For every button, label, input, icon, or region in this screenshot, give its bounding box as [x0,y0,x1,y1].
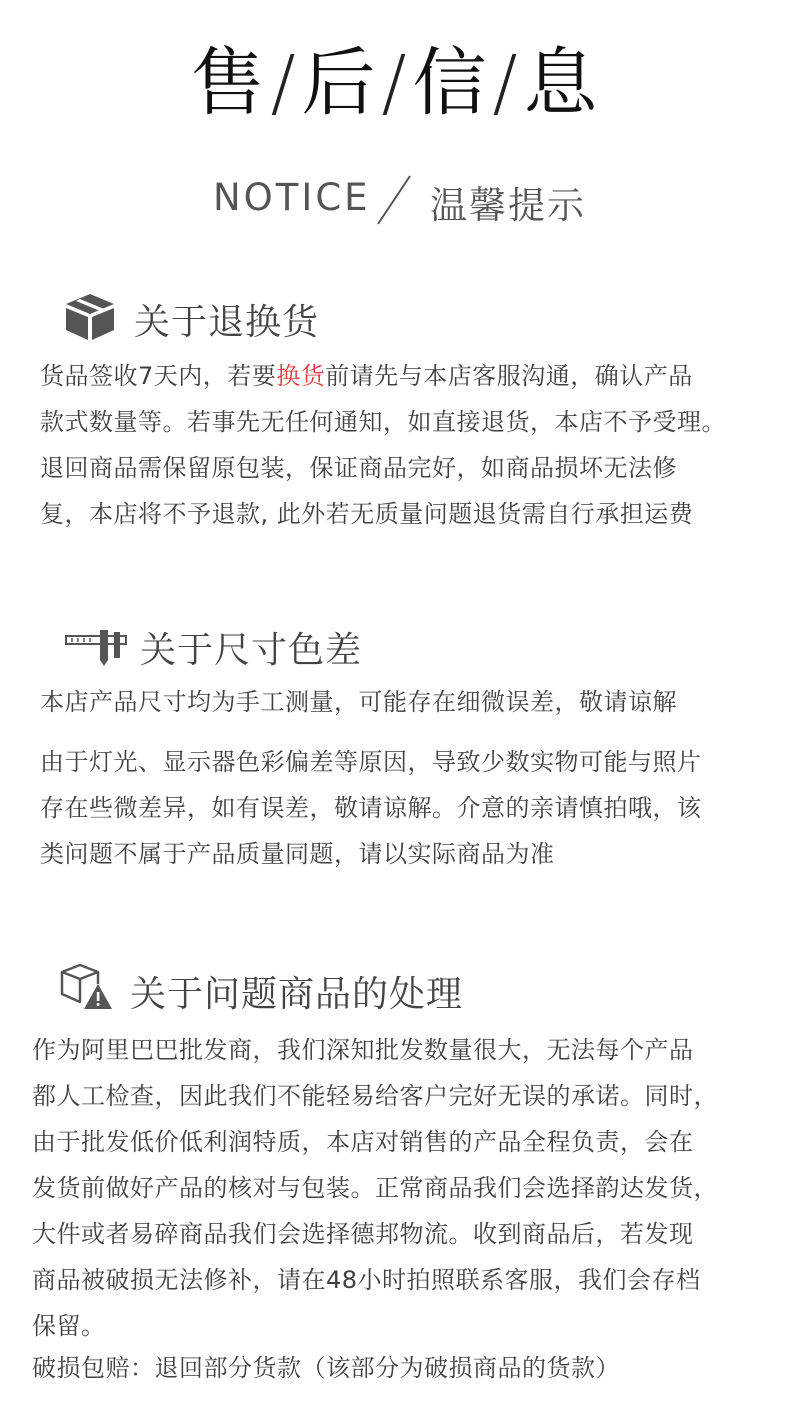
section-heading-size-color [64,620,484,670]
notice-subtitle [0,172,790,228]
title-separator: / [381,40,409,126]
paragraph-line: 存在些微差异，如有误差，敬请谅解。介意的亲请慎拍哦，该 [40,794,702,822]
damaged-box-warning-icon [60,962,114,1012]
title-char: 后 [301,40,378,126]
page-title [0,38,790,128]
section-heading-text: 关于退换货 [134,302,320,343]
paragraph-line: 大件或者易碎商品我们会选择德邦物流。收到商品后，若发现 [32,1220,694,1248]
paragraph-line: 破损包赔：退回部分货款（该部分为破损商品的货款） [32,1354,620,1382]
paragraph-line: 商品被破损无法修补，请在48小时拍照联系客服，我们会存档 [32,1266,701,1294]
title-char: 信 [412,40,489,126]
section-heading-problem-goods [60,962,520,1015]
paragraph-line: 款式数量等。若事先无任何通知，如直接退货，本店不予受理。 [40,408,726,436]
paragraph-line: 作为阿里巴巴批发商，我们深知批发数量很大，无法每个产品 [32,1036,694,1064]
section-heading-text: 关于尺寸色差 [140,630,363,671]
title-char: 息 [523,40,600,126]
highlight-text: 换货 [276,362,326,390]
paragraph-line: 由于灯光、显示器色彩偏差等原因，导致少数实物可能与照片 [40,748,702,776]
diagonal-divider-icon [370,172,420,228]
paragraph-line: 都人工检查，因此我们不能轻易给客户完好无误的承诺。同时， [32,1082,718,1110]
notice-chinese: 温馨提示 [430,184,586,227]
section-heading-returns [64,292,464,342]
paragraph-line: 保留。 [32,1312,106,1340]
caliper-icon [64,626,128,666]
title-separator: / [492,40,520,126]
section-heading-text: 关于问题商品的处理 [130,974,464,1015]
text-run: 货品签收7天内，若要 [40,362,277,390]
paragraph-line: 由于批发低价低利润特质，本店对销售的产品全程负责，会在 [32,1128,694,1156]
title-separator: / [270,40,298,126]
box-icon [64,292,116,342]
paragraph-line: 复，本店将不予退款, 此外若无质量问题退货需自行承担运费 [40,500,694,528]
paragraph-line: 发货前做好产品的核对与包装。正常商品我们会选择韵达发货， [32,1174,718,1202]
paragraph-line: 本店产品尺寸均为手工测量，可能存在细微误差，敬请谅解 [40,688,677,716]
text-run: 前请先与本店客服沟通，确认产品 [325,362,693,390]
paragraph-line: 类问题不属于产品质量同题，请以实际商品为准 [40,840,555,868]
paragraph-line: 退回商品需保留原包装，保证商品完好，如商品损坏无法修 [40,454,677,482]
notice-english: NOTICE [213,176,371,219]
paragraph-line [40,356,693,391]
title-char: 售 [190,40,267,126]
